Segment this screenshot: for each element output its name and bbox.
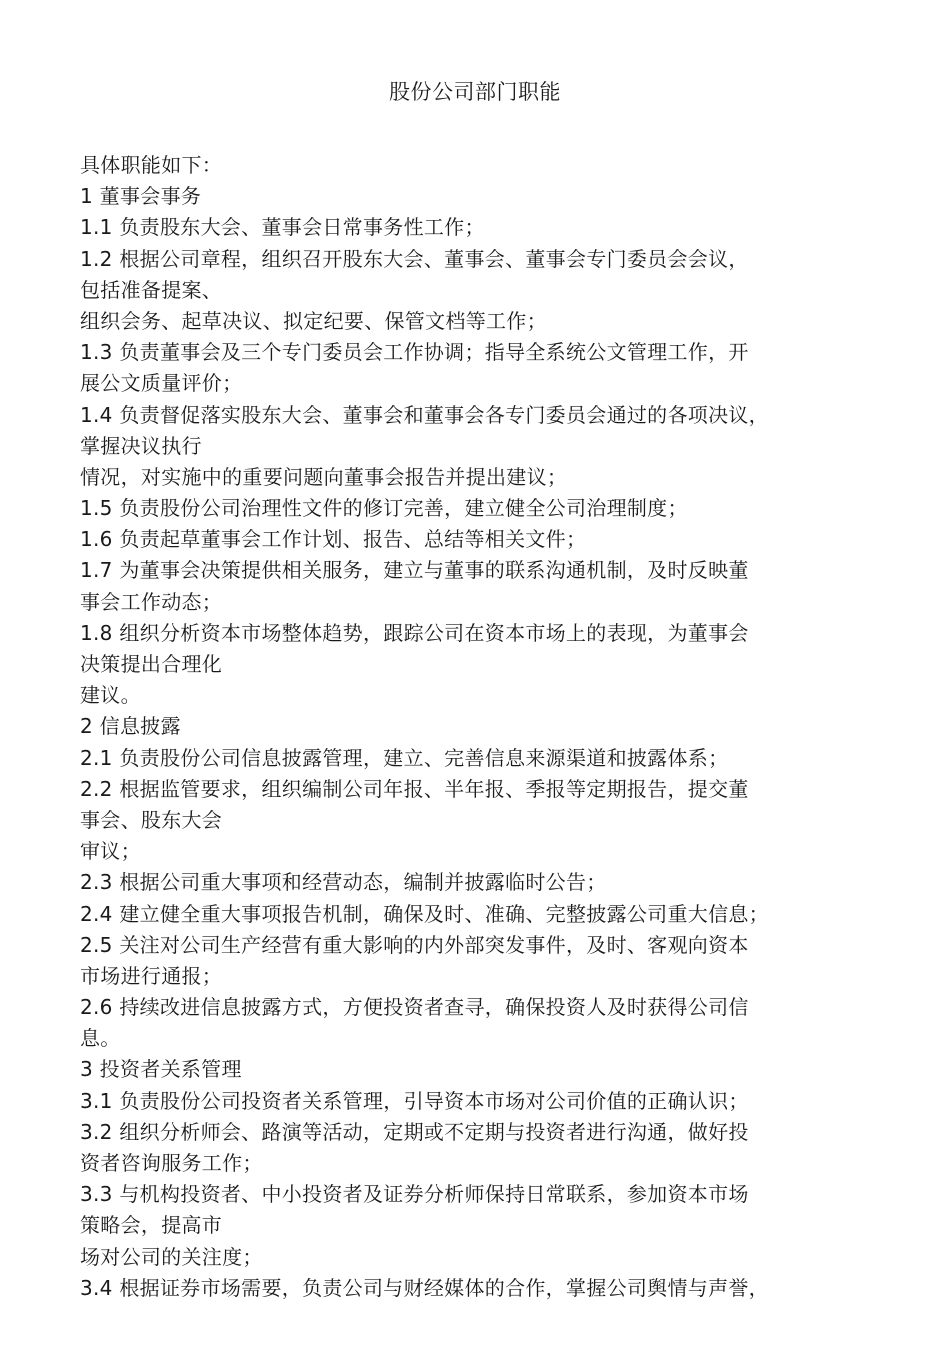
- text-line: 3.1 负责股份公司投资者关系管理，引导资本市场对公司价值的正确认识；: [80, 1088, 749, 1113]
- text-line: 2.4 建立健全重大事项报告机制，确保及时、准确、完整披露公司重大信息；: [80, 901, 769, 926]
- text-line: 1.3 负责董事会及三个专门委员会工作协调；指导全系统公文管理工作，开: [80, 340, 749, 365]
- text-line: 1.5 负责股份公司治理性文件的修订完善，建立健全公司治理制度；: [80, 496, 688, 521]
- text-line: 掌握决议执行: [80, 433, 202, 458]
- text-line: 事会工作动态；: [80, 589, 223, 614]
- text-line: 策略会，提高市: [80, 1213, 223, 1238]
- document-body: [80, 150, 870, 1304]
- text-line: 3 投资者关系管理: [80, 1057, 242, 1082]
- text-line: 展公文质量评价；: [80, 371, 243, 396]
- text-line: 3.4 根据证券市场需要，负责公司与财经媒体的合作，掌握公司舆情与声誉，: [80, 1275, 769, 1300]
- text-line: 情况，对实施中的重要问题向董事会报告并提出建议；: [80, 464, 568, 489]
- text-line: 审议；: [80, 839, 141, 864]
- text-line: 1 董事会事务: [80, 184, 202, 209]
- text-line: 场对公司的关注度；: [80, 1244, 263, 1269]
- text-line: 1.6 负责起草董事会工作计划、报告、总结等相关文件；: [80, 527, 587, 552]
- text-line: 建议。: [80, 683, 141, 708]
- text-line: 1.1 负责股东大会、董事会日常事务性工作；: [80, 215, 485, 240]
- text-line: 具体职能如下：: [80, 153, 223, 177]
- text-line: 2.1 负责股份公司信息披露管理，建立、完善信息来源渠道和披露体系；: [80, 745, 729, 770]
- text-line: 市场进行通报；: [80, 963, 223, 988]
- text-line: 1.8 组织分析资本市场整体趋势，跟踪公司在资本市场上的表现，为董事会: [80, 620, 749, 645]
- text-line: 息。: [80, 1026, 121, 1051]
- text-line: 3.3 与机构投资者、中小投资者及证券分析师保持日常联系，参加资本市场: [80, 1182, 749, 1207]
- text-line: 2 信息披露: [80, 714, 181, 739]
- text-line: 1.2 根据公司章程，组织召开股东大会、董事会、董事会专门委员会会议，: [80, 246, 749, 271]
- document-title: 股份公司部门职能: [389, 80, 561, 104]
- text-line: 2.2 根据监管要求，组织编制公司年报、半年报、季报等定期报告，提交董: [80, 776, 749, 801]
- text-line: 1.4 负责督促落实股东大会、董事会和董事会各专门委员会通过的各项决议，: [80, 402, 769, 427]
- text-line: 2.3 根据公司重大事项和经营动态，编制并披露临时公告；: [80, 870, 607, 895]
- text-line: 包括准备提案、: [80, 277, 223, 302]
- text-line: 1.7 为董事会决策提供相关服务，建立与董事的联系沟通机制，及时反映董: [80, 558, 749, 583]
- text-line: 2.5 关注对公司生产经营有重大影响的内外部突发事件，及时、客观向资本: [80, 932, 749, 957]
- text-line: 组织会务、起草决议、拟定纪要、保管文档等工作；: [80, 308, 547, 333]
- text-line: 3.2 组织分析师会、路演等活动，定期或不定期与投资者进行沟通，做好投: [80, 1119, 749, 1144]
- text-line: 决策提出合理化: [80, 652, 223, 676]
- text-line: 资者咨询服务工作；: [80, 1151, 263, 1175]
- text-line: 2.6 持续改进信息披露方式，方便投资者查寻，确保投资人及时获得公司信: [80, 995, 749, 1020]
- text-line: 事会、股东大会: [80, 807, 223, 832]
